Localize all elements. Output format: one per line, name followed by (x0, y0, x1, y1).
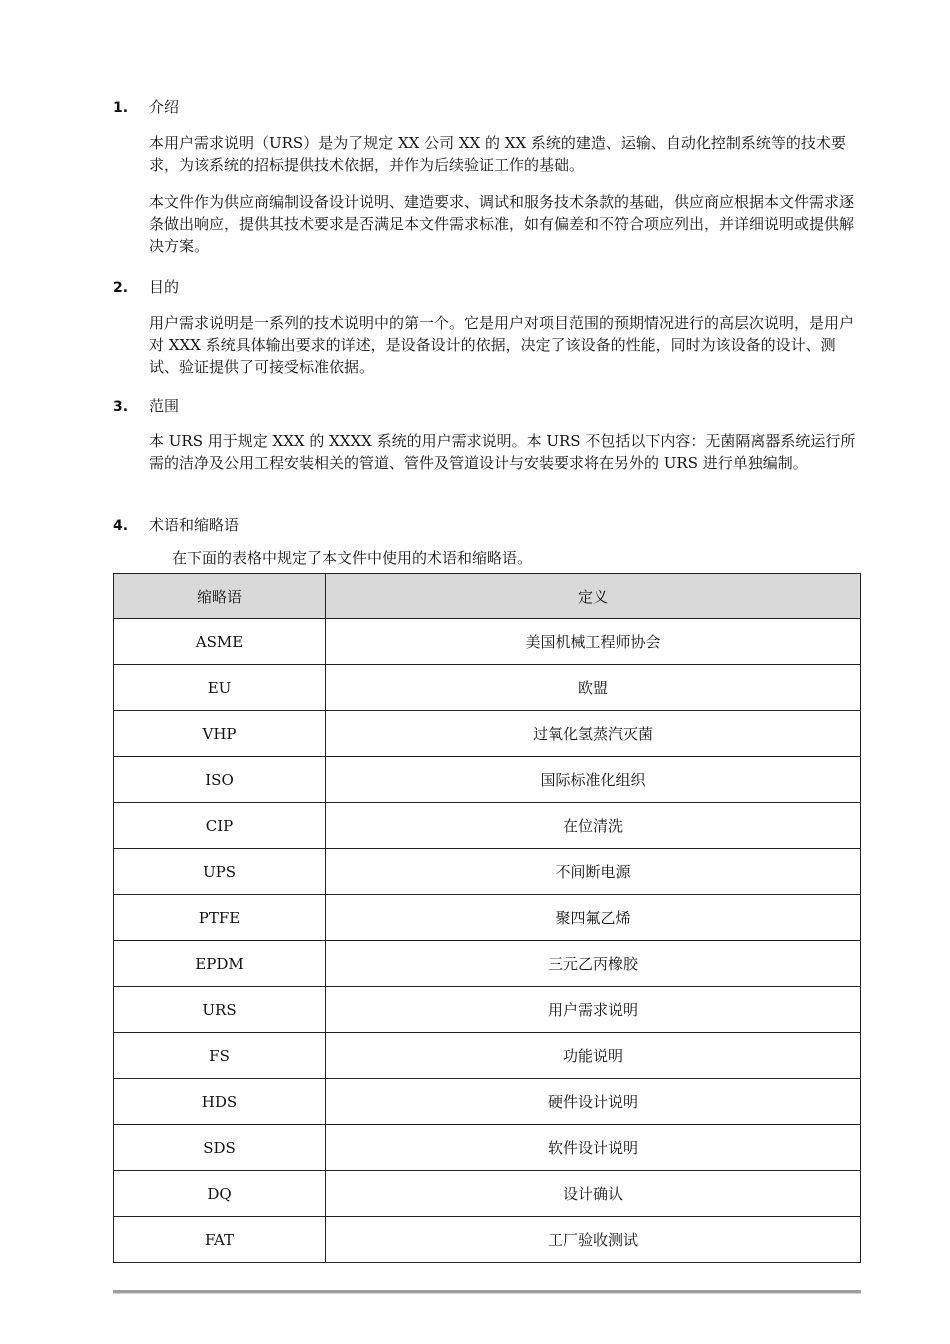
abbreviation-cell: UPS (114, 849, 326, 895)
scope-paragraph: 本 URS 用于规定 XXX 的 XXXX 系统的用户需求说明。本 URS 不包括以下内容：无菌隔离器系统运行所需的洁净及公用工程安装相关的管道、管件及管道设计与安装要求将在另外的 URS 进行单独编制。 (149, 432, 856, 472)
intro-paragraph-1: 本用户需求说明（URS）是为了规定 XX 公司 XX 的 XX 系统的建造、运输、自动化控制系统等的技术要求，为该系统的招标提供技术依据，并作为后续验证工作的基础。 (149, 134, 846, 174)
table-row (114, 803, 861, 849)
table-row (114, 941, 861, 987)
footer-divider (113, 1290, 861, 1294)
header-abbreviation: 缩略语 (114, 574, 326, 619)
definition-cell: 在位清洗 (326, 803, 861, 849)
section-purpose (113, 276, 863, 298)
definition-cell: 工厂验收测试 (326, 1217, 861, 1263)
abbreviation-cell: HDS (114, 1079, 326, 1125)
section-title: 范围 (149, 397, 180, 415)
abbreviation-cell: ASME (114, 619, 326, 665)
purpose-paragraph: 用户需求说明是一系列的技术说明中的第一个。它是用户对项目范围的预期情况进行的高层次说明，是用户对 XXX 系统具体输出要求的详述，是设备设计的依据，决定了该设备的性能，同时为该设备的设计、测试、验证提供了可接受标准依据。 (149, 314, 855, 376)
table-row (114, 1079, 861, 1125)
abbreviations-table (113, 573, 861, 1263)
definition-cell: 聚四氟乙烯 (326, 895, 861, 941)
table-row (114, 895, 861, 941)
table-row (114, 757, 861, 803)
table-row (114, 1033, 861, 1079)
definition-cell: 用户需求说明 (326, 987, 861, 1033)
section-scope (113, 395, 863, 417)
section-introduction (113, 96, 863, 118)
definition-cell: 美国机械工程师协会 (326, 619, 861, 665)
table-row (114, 1171, 861, 1217)
section-title: 介绍 (149, 98, 180, 116)
abbreviation-cell: ISO (114, 757, 326, 803)
table-intro: 在下面的表格中规定了本文件中使用的术语和缩略语。 (172, 549, 533, 567)
section-number: 3. (113, 399, 129, 415)
definition-cell: 国际标准化组织 (326, 757, 861, 803)
table-body (114, 619, 861, 1263)
abbreviation-cell: DQ (114, 1171, 326, 1217)
section-number: 1. (113, 100, 129, 116)
section-title: 目的 (149, 278, 180, 296)
table-header-row (114, 574, 861, 619)
section-number: 4. (113, 518, 129, 534)
section-title: 术语和缩略语 (149, 516, 240, 534)
table-row (114, 665, 861, 711)
section-number: 2. (113, 280, 129, 296)
abbreviation-cell: PTFE (114, 895, 326, 941)
definition-cell: 软件设计说明 (326, 1125, 861, 1171)
definition-cell: 三元乙丙橡胶 (326, 941, 861, 987)
abbreviation-cell: CIP (114, 803, 326, 849)
abbreviation-cell: URS (114, 987, 326, 1033)
intro-paragraph-2: 本文件作为供应商编制设备设计说明、建造要求、调试和服务技术条款的基础，供应商应根据本文件需求逐条做出响应，提供其技术要求是否满足本文件需求标准，如有偏差和不符合项应列出，并详细说明或提供解决方案。 (149, 193, 855, 255)
table-row (114, 1217, 861, 1263)
definition-cell: 硬件设计说明 (326, 1079, 861, 1125)
section-terms (113, 514, 863, 536)
abbreviation-cell: EPDM (114, 941, 326, 987)
table-row (114, 619, 861, 665)
table-row (114, 711, 861, 757)
table-row (114, 1125, 861, 1171)
definition-cell: 不间断电源 (326, 849, 861, 895)
abbreviation-cell: SDS (114, 1125, 326, 1171)
definition-cell: 功能说明 (326, 1033, 861, 1079)
header-definition: 定义 (326, 574, 861, 619)
abbreviation-cell: FS (114, 1033, 326, 1079)
definition-cell: 过氧化氢蒸汽灭菌 (326, 711, 861, 757)
abbreviation-cell: FAT (114, 1217, 326, 1263)
definition-cell: 设计确认 (326, 1171, 861, 1217)
definition-cell: 欧盟 (326, 665, 861, 711)
abbreviation-cell: EU (114, 665, 326, 711)
table-row (114, 987, 861, 1033)
table-row (114, 849, 861, 895)
abbreviation-cell: VHP (114, 711, 326, 757)
